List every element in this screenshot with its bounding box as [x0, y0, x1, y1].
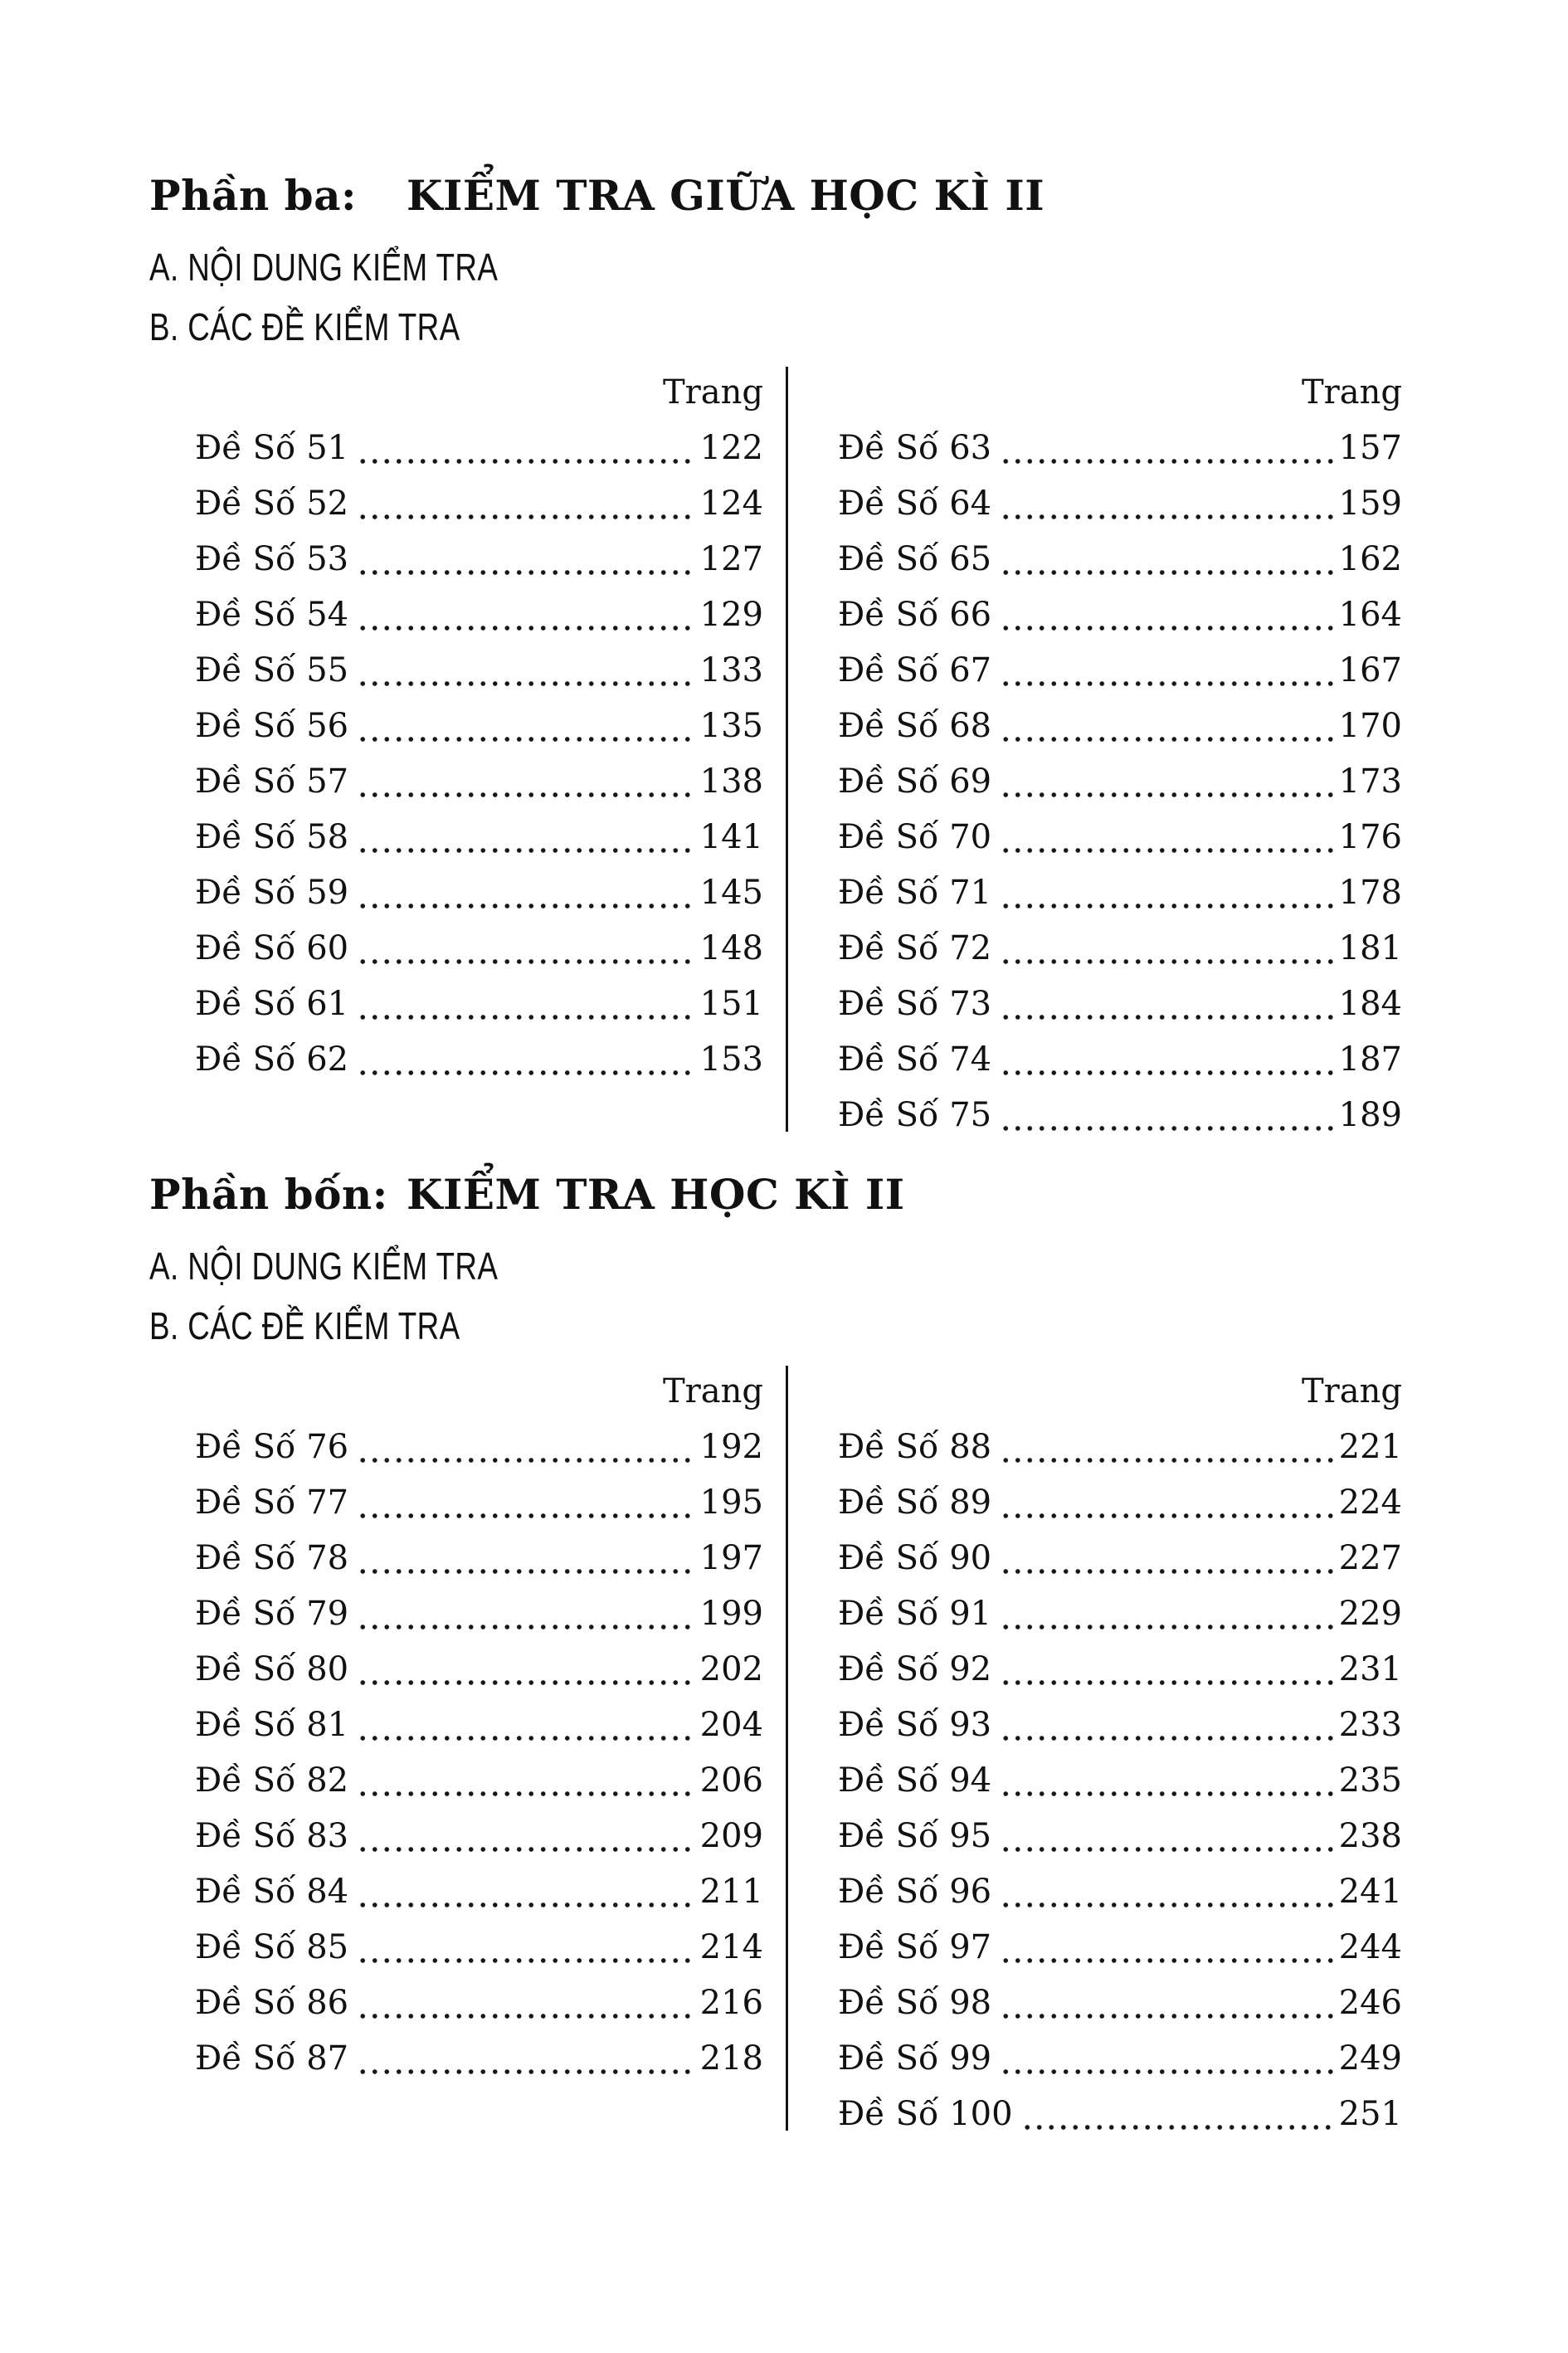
toc-leader-dots — [998, 1920, 1335, 1975]
toc-entry-label: Đề Số 71 — [838, 874, 992, 912]
column-header-trang: Trang — [1301, 1372, 1402, 1410]
toc-entry — [838, 810, 1402, 865]
toc-entry-label: Đề Số 96 — [838, 1873, 992, 1911]
toc-entry-page: 162 — [1338, 540, 1402, 578]
toc-entry-label: Đề Số 51 — [195, 429, 349, 467]
toc-leader-dots — [998, 1753, 1335, 1809]
part-four-heading — [149, 1165, 1402, 1225]
toc-entry-label: Đề Số 80 — [195, 1650, 349, 1688]
toc-leader-dots — [355, 2031, 696, 2087]
toc-entry-label: Đề Số 70 — [838, 818, 992, 856]
toc-leader-dots — [998, 921, 1335, 977]
toc-entry-page: 151 — [699, 985, 763, 1023]
toc-entry-label: Đề Số 64 — [838, 485, 992, 523]
toc-entry-label: Đề Số 76 — [195, 1428, 349, 1466]
toc-leader-dots — [355, 1531, 696, 1586]
toc-leader-dots — [998, 1975, 1335, 2031]
toc-entry — [838, 1088, 1402, 1143]
toc-entry-page: 153 — [699, 1040, 763, 1079]
toc-leader-dots — [998, 977, 1335, 1032]
toc-entry — [838, 1698, 1402, 1753]
column-divider-line — [786, 367, 788, 1132]
toc-entry — [838, 1531, 1402, 1586]
toc-entry — [838, 421, 1402, 476]
toc-entry-page: 189 — [1338, 1096, 1402, 1134]
toc-entry-page: 216 — [699, 1984, 763, 2022]
part-three-label: Phần ba: — [149, 171, 357, 220]
part-three-toc — [149, 365, 1402, 1143]
toc-entry-label: Đề Số 86 — [195, 1984, 349, 2022]
toc-leader-dots — [355, 587, 696, 643]
toc-entry-label: Đề Số 75 — [838, 1096, 992, 1134]
toc-entry — [195, 1698, 763, 1753]
toc-leader-dots — [355, 1032, 696, 1088]
toc-entry-page: 124 — [699, 485, 763, 523]
toc-leader-dots — [998, 1531, 1335, 1586]
toc-entry-page: 227 — [1338, 1539, 1402, 1577]
toc-entry-label: Đề Số 82 — [195, 1761, 349, 1800]
toc-entry-page: 251 — [1338, 2095, 1402, 2133]
part-three-item-b — [149, 297, 1402, 357]
toc-leader-dots — [355, 1698, 696, 1753]
toc-entry — [838, 1975, 1402, 2031]
toc-entry — [195, 1420, 763, 1475]
toc-entry-page: 170 — [1338, 707, 1402, 745]
toc-leader-dots — [998, 1475, 1335, 1531]
toc-leader-dots — [998, 699, 1335, 754]
toc-entry-label: Đề Số 53 — [195, 540, 349, 578]
toc-entry-label: Đề Số 79 — [195, 1595, 349, 1633]
section-part-four — [149, 1165, 1402, 2142]
toc-entry — [838, 643, 1402, 699]
toc-entry — [838, 977, 1402, 1032]
toc-entry-label: Đề Số 95 — [838, 1817, 992, 1855]
toc-entry-label: Đề Số 85 — [195, 1928, 349, 1966]
toc-entry-label: Đề Số 59 — [195, 874, 349, 912]
toc-entry-label: Đề Số 61 — [195, 985, 349, 1023]
toc-entry-label: Đề Số 72 — [838, 929, 992, 967]
section-part-three — [149, 166, 1402, 1143]
toc-entry — [838, 2031, 1402, 2087]
toc-entry-label: Đề Số 87 — [195, 2039, 349, 2078]
toc-entry — [838, 587, 1402, 643]
toc-leader-dots — [355, 1586, 696, 1642]
toc-rows-right — [838, 1420, 1402, 2142]
toc-leader-dots — [355, 810, 696, 865]
toc-leader-dots — [355, 1420, 696, 1475]
toc-entry — [838, 699, 1402, 754]
toc-column-left — [195, 1364, 763, 2142]
toc-entry — [838, 921, 1402, 977]
toc-entry-page: 145 — [699, 874, 763, 912]
toc-entry-label: Đề Số 98 — [838, 1984, 992, 2022]
toc-entry-label: Đề Số 84 — [195, 1873, 349, 1911]
toc-entry-page: 181 — [1338, 929, 1402, 967]
toc-entry-label: Đề Số 62 — [195, 1040, 349, 1079]
toc-rows-left — [195, 421, 763, 1088]
toc-entry — [195, 2031, 763, 2087]
toc-entry — [838, 754, 1402, 810]
toc-entry-page: 195 — [699, 1483, 763, 1522]
toc-entry-page: 187 — [1338, 1040, 1402, 1079]
toc-entry — [838, 1864, 1402, 1920]
toc-leader-dots — [998, 643, 1335, 699]
toc-leader-dots — [355, 1753, 696, 1809]
part-four-toc — [149, 1364, 1402, 2142]
toc-entry-page: 209 — [699, 1817, 763, 1855]
toc-entry-page: 157 — [1338, 429, 1402, 467]
toc-entry-label: Đề Số 94 — [838, 1761, 992, 1800]
toc-leader-dots — [355, 1809, 696, 1864]
toc-entry — [838, 1475, 1402, 1531]
toc-entry-label: Đề Số 60 — [195, 929, 349, 967]
toc-entry-page: 122 — [699, 429, 763, 467]
part-three-item-b-text: B. CÁC ĐỀ KIỂM TRA — [149, 305, 460, 348]
toc-leader-dots — [998, 532, 1335, 587]
toc-entry-page: 133 — [699, 651, 763, 689]
toc-entry-label: Đề Số 68 — [838, 707, 992, 745]
toc-entry-page: 178 — [1338, 874, 1402, 912]
part-three-title: KIỂM TRA GIỮA HỌC KÌ II — [407, 171, 1045, 220]
part-four-item-a — [149, 1236, 1402, 1296]
toc-entry-label: Đề Số 99 — [838, 2039, 992, 2078]
toc-entry-page: 241 — [1338, 1873, 1402, 1911]
toc-entry-page: 138 — [699, 762, 763, 801]
toc-entry — [838, 1642, 1402, 1698]
toc-leader-dots — [355, 421, 696, 476]
toc-leader-dots — [998, 1586, 1335, 1642]
toc-entry-page: 199 — [699, 1595, 763, 1633]
column-header-trang: Trang — [662, 1372, 763, 1410]
toc-leader-dots — [998, 810, 1335, 865]
toc-entry — [195, 1864, 763, 1920]
toc-entry — [195, 699, 763, 754]
toc-entry — [195, 587, 763, 643]
toc-entry-page: 148 — [699, 929, 763, 967]
toc-entry-page: 224 — [1338, 1483, 1402, 1522]
toc-entry-label: Đề Số 67 — [838, 651, 992, 689]
toc-leader-dots — [1020, 2087, 1335, 2142]
toc-leader-dots — [355, 754, 696, 810]
toc-entry-page: 211 — [699, 1873, 763, 1911]
toc-entry — [195, 476, 763, 532]
toc-entry — [195, 1475, 763, 1531]
toc-entry-label: Đề Số 52 — [195, 485, 349, 523]
column-header-trang: Trang — [662, 373, 763, 412]
toc-entry — [195, 532, 763, 587]
toc-entry — [838, 2087, 1402, 2142]
toc-entry-page: 184 — [1338, 985, 1402, 1023]
toc-entry-label: Đề Số 56 — [195, 707, 349, 745]
toc-entry-page: 164 — [1338, 596, 1402, 634]
toc-leader-dots — [998, 1032, 1335, 1088]
toc-leader-dots — [355, 865, 696, 921]
toc-entry-label: Đề Số 90 — [838, 1539, 992, 1577]
part-four-item-b — [149, 1296, 1402, 1356]
toc-entry — [195, 1586, 763, 1642]
toc-entry — [195, 421, 763, 476]
part-three-item-a-text: A. NỘI DUNG KIỂM TRA — [149, 246, 499, 289]
toc-entry-page: 238 — [1338, 1817, 1402, 1855]
toc-entry-label: Đề Số 57 — [195, 762, 349, 801]
toc-entry — [838, 1420, 1402, 1475]
toc-entry — [838, 1809, 1402, 1864]
column-header-trang: Trang — [1301, 373, 1402, 412]
toc-leader-dots — [355, 532, 696, 587]
toc-entry-label: Đề Số 92 — [838, 1650, 992, 1688]
toc-entry-page: 176 — [1338, 818, 1402, 856]
toc-entry-page: 135 — [699, 707, 763, 745]
toc-entry — [838, 1920, 1402, 1975]
toc-leader-dots — [998, 865, 1335, 921]
toc-leader-dots — [998, 421, 1335, 476]
toc-entry — [838, 1586, 1402, 1642]
toc-entry — [195, 1975, 763, 2031]
toc-column-right — [838, 365, 1402, 1143]
toc-entry — [195, 1920, 763, 1975]
toc-entry — [195, 1753, 763, 1809]
toc-leader-dots — [998, 1698, 1335, 1753]
toc-entry-label: Đề Số 78 — [195, 1539, 349, 1577]
toc-entry-page: 221 — [1338, 1428, 1402, 1466]
toc-leader-dots — [355, 643, 696, 699]
toc-entry-label: Đề Số 73 — [838, 985, 992, 1023]
toc-entry — [195, 1032, 763, 1088]
toc-entry — [195, 921, 763, 977]
toc-entry-page: 192 — [699, 1428, 763, 1466]
part-four-item-a-text: A. NỘI DUNG KIỂM TRA — [149, 1245, 499, 1288]
part-three-item-a — [149, 237, 1402, 297]
toc-leader-dots — [355, 1864, 696, 1920]
part-four-label: Phần bốn: — [149, 1170, 388, 1219]
toc-entry — [195, 810, 763, 865]
toc-entry-page: 214 — [699, 1928, 763, 1966]
toc-entry — [195, 977, 763, 1032]
toc-entry-label: Đề Số 66 — [838, 596, 992, 634]
toc-entry-label: Đề Số 88 — [838, 1428, 992, 1466]
toc-leader-dots — [355, 1475, 696, 1531]
toc-entry — [195, 643, 763, 699]
toc-leader-dots — [998, 587, 1335, 643]
part-three-heading — [149, 166, 1402, 226]
toc-entry-page: 173 — [1338, 762, 1402, 801]
toc-leader-dots — [355, 977, 696, 1032]
column-divider-line — [786, 1366, 788, 2131]
toc-entry-label: Đề Số 89 — [838, 1483, 992, 1522]
toc-entry-label: Đề Số 83 — [195, 1817, 349, 1855]
toc-leader-dots — [355, 699, 696, 754]
toc-entry-label: Đề Số 55 — [195, 651, 349, 689]
toc-entry-page: 249 — [1338, 2039, 1402, 2078]
part-four-item-b-text: B. CÁC ĐỀ KIỂM TRA — [149, 1304, 460, 1347]
toc-leader-dots — [355, 476, 696, 532]
toc-entry-page: 129 — [699, 596, 763, 634]
toc-entry-label: Đề Số 81 — [195, 1706, 349, 1744]
toc-entry-label: Đề Số 74 — [838, 1040, 992, 1079]
toc-entry-page: 244 — [1338, 1928, 1402, 1966]
toc-entry-label: Đề Số 100 — [838, 2095, 1013, 2133]
toc-entry-page: 235 — [1338, 1761, 1402, 1800]
toc-entry — [195, 1642, 763, 1698]
toc-leader-dots — [998, 754, 1335, 810]
toc-entry-label: Đề Số 91 — [838, 1595, 992, 1633]
toc-entry-page: 231 — [1338, 1650, 1402, 1688]
toc-entry — [195, 865, 763, 921]
toc-entry — [838, 1753, 1402, 1809]
toc-leader-dots — [998, 1420, 1335, 1475]
toc-entry-page: 229 — [1338, 1595, 1402, 1633]
toc-leader-dots — [355, 1975, 696, 2031]
toc-leader-dots — [998, 1809, 1335, 1864]
toc-leader-dots — [355, 1920, 696, 1975]
toc-entry — [195, 1809, 763, 1864]
toc-entry-page: 202 — [699, 1650, 763, 1688]
toc-entry-label: Đề Số 65 — [838, 540, 992, 578]
toc-entry-page: 233 — [1338, 1706, 1402, 1744]
toc-rows-left — [195, 1420, 763, 2087]
toc-entry-label: Đề Số 63 — [838, 429, 992, 467]
toc-entry-page: 167 — [1338, 651, 1402, 689]
toc-entry-label: Đề Số 93 — [838, 1706, 992, 1744]
toc-entry-page: 197 — [699, 1539, 763, 1577]
toc-leader-dots — [998, 1864, 1335, 1920]
toc-leader-dots — [998, 2031, 1335, 2087]
toc-leader-dots — [355, 1642, 696, 1698]
toc-entry-page: 204 — [699, 1706, 763, 1744]
toc-entry — [838, 1032, 1402, 1088]
toc-entry-page: 141 — [699, 818, 763, 856]
toc-entry-page: 218 — [699, 2039, 763, 2078]
part-four-title: KIỂM TRA HỌC KÌ II — [407, 1170, 905, 1219]
toc-rows-right — [838, 421, 1402, 1143]
toc-entry-page: 127 — [699, 540, 763, 578]
toc-leader-dots — [998, 1642, 1335, 1698]
toc-column-right — [838, 1364, 1402, 2142]
toc-column-left — [195, 365, 763, 1143]
toc-entry-label: Đề Số 54 — [195, 596, 349, 634]
toc-leader-dots — [998, 476, 1335, 532]
toc-entry — [838, 865, 1402, 921]
toc-entry-label: Đề Số 58 — [195, 818, 349, 856]
toc-entry-page: 206 — [699, 1761, 763, 1800]
toc-entry-page: 159 — [1338, 485, 1402, 523]
toc-entry — [195, 754, 763, 810]
toc-leader-dots — [355, 921, 696, 977]
toc-leader-dots — [998, 1088, 1335, 1143]
toc-entry — [838, 532, 1402, 587]
toc-entry-label: Đề Số 69 — [838, 762, 992, 801]
toc-entry-page: 246 — [1338, 1984, 1402, 2022]
toc-entry-label: Đề Số 77 — [195, 1483, 349, 1522]
toc-entry-label: Đề Số 97 — [838, 1928, 992, 1966]
toc-entry — [838, 476, 1402, 532]
toc-entry — [195, 1531, 763, 1586]
